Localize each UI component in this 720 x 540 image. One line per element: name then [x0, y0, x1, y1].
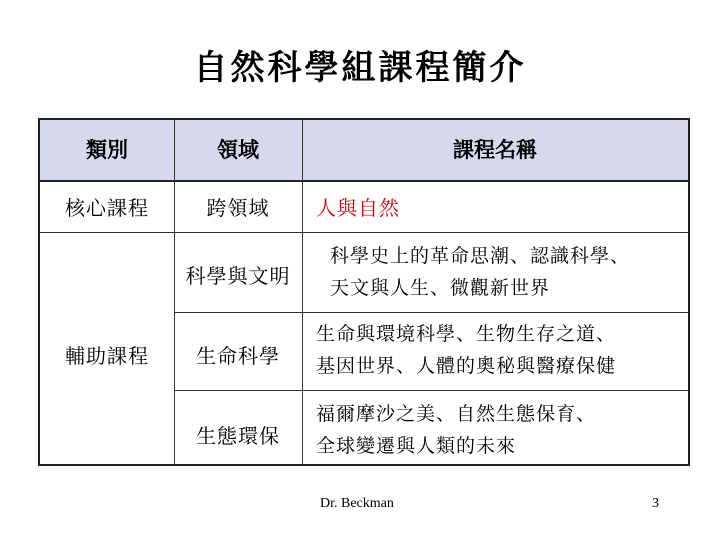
course-humans-and-nature: 人與自然 [316, 196, 400, 220]
footer-author: Dr. Beckman [320, 496, 394, 511]
row-divider [174, 312, 688, 313]
header-course-name: 課程名稱 [453, 137, 537, 162]
field-cross-domain: 跨領域 [206, 196, 270, 220]
course-line: 生命與環境科學、生物生存之道、 [316, 323, 617, 345]
course-table [38, 118, 690, 466]
course-line: 天文與人生、微觀新世界 [330, 277, 551, 299]
column-divider [174, 120, 175, 464]
course-list-ecology [316, 398, 596, 462]
page-title: 自然科學組課程簡介 [193, 48, 527, 88]
course-line: 福爾摩沙之美、自然生態保育、 [316, 403, 597, 425]
header-field: 領域 [217, 137, 259, 162]
table-header [40, 120, 688, 182]
category-auxiliary: 輔助課程 [65, 344, 149, 368]
row-divider [40, 232, 688, 233]
column-divider [302, 120, 303, 464]
course-list-life-science [316, 318, 616, 382]
course-line: 基因世界、人體的奧秘與醫療保健 [316, 355, 617, 377]
course-list-science-civilization [330, 240, 630, 304]
field-ecology: 生態環保 [196, 424, 280, 448]
field-science-civilization: 科學與文明 [185, 264, 291, 288]
header-category: 類別 [86, 137, 128, 162]
page-number: 3 [652, 496, 659, 511]
course-line: 全球變遷與人類的未來 [316, 435, 517, 457]
field-life-science: 生命科學 [196, 344, 280, 368]
category-core: 核心課程 [65, 196, 149, 220]
course-line: 科學史上的革命思潮、認識科學、 [330, 245, 631, 267]
row-divider [174, 390, 688, 391]
